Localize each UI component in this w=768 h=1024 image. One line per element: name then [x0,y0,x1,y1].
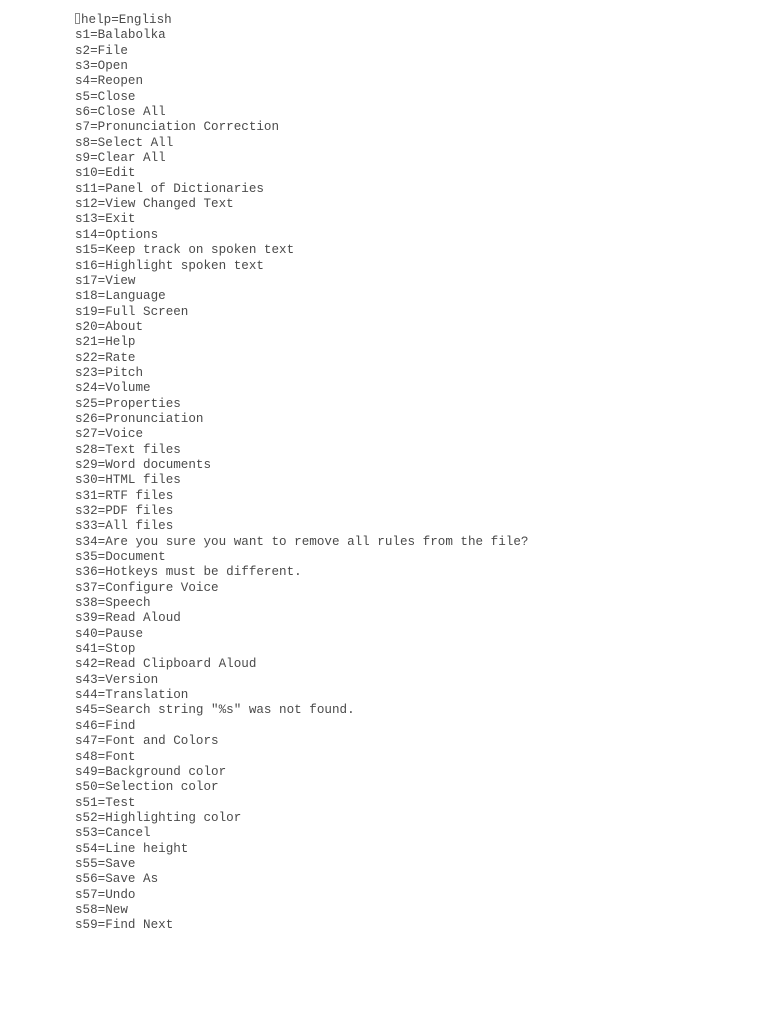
text-line: s8=Select All [75,135,174,150]
text-line: s43=Version [75,672,159,687]
text-document [75,13,755,934]
text-line: s53=Cancel [75,826,151,841]
text-line: s28=Text files [75,442,181,457]
text-line: s48=Font [75,749,136,764]
text-line: s4=Reopen [75,74,144,89]
text-line: s46=Find [75,718,136,733]
text-line: s52=Highlighting color [75,810,242,825]
text-line: s18=Language [75,289,166,304]
text-line: s10=Edit [75,166,136,181]
text-line: s30=HTML files [75,473,181,488]
text-line: s14=Options [75,227,159,242]
text-line: s16=Highlight spoken text [75,258,264,273]
text-line: s47=Font and Colors [75,734,219,749]
text-line: s11=Panel of Dictionaries [75,181,264,196]
text-line: s36=Hotkeys must be different. [75,565,302,580]
text-line: s54=Line height [75,841,189,856]
text-line: s45=Search string "%s" was not found. [75,703,355,718]
byte-order-mark-glyph [75,13,80,24]
text-line: s9=Clear All [75,151,166,166]
text-line: s37=Configure Voice [75,580,219,595]
text-line: s38=Speech [75,596,151,611]
text-line: s5=Close [75,89,136,104]
text-line: s33=All files [75,519,174,534]
text-line: s39=Read Aloud [75,611,181,626]
text-line: s32=PDF files [75,504,174,518]
text-line: s59=Find Next [75,918,174,933]
text-line: s21=Help [75,335,136,350]
text-line: s41=Stop [75,642,136,657]
text-line: s49=Background color [75,764,227,779]
text-line: s7=Pronunciation Correction [75,120,280,135]
text-line: s57=Undo [75,887,136,902]
text-line: s6=Close All [75,105,166,120]
text-lines [75,28,755,933]
text-line: s31=RTF files [75,488,174,503]
text-line: s13=Exit [75,212,136,227]
text-line: s27=Voice [75,427,144,442]
text-line-help: help=English [81,13,172,27]
text-line: s20=About [75,319,144,334]
text-line: s56=Save As [75,872,159,887]
text-line: s1=Balabolka [75,28,166,43]
text-line: s58=New [75,902,128,917]
text-line: s24=Volume [75,381,151,396]
text-line: s2=File [75,43,128,58]
text-line: s42=Read Clipboard Aloud [75,657,257,672]
text-line-header [75,13,755,28]
text-line: s51=Test [75,795,136,810]
text-line: s29=Word documents [75,457,212,472]
text-line: s44=Translation [75,688,189,703]
text-line: s12=View Changed Text [75,197,234,212]
text-line: s55=Save [75,856,136,871]
text-line: s23=Pitch [75,365,144,380]
text-line: s17=View [75,273,136,288]
text-line: s26=Pronunciation [75,411,204,426]
text-line: s15=Keep track on spoken text [75,243,295,258]
text-line: s19=Full Screen [75,304,189,319]
text-line: s22=Rate [75,350,136,365]
text-line: s40=Pause [75,626,144,641]
text-line: s25=Properties [75,396,181,411]
text-line: s35=Document [75,550,166,565]
text-line: s34=Are you sure you want to remove all rules from the file? [75,534,529,549]
text-line: s50=Selection color [75,780,219,795]
text-line: s3=Open [75,59,128,74]
